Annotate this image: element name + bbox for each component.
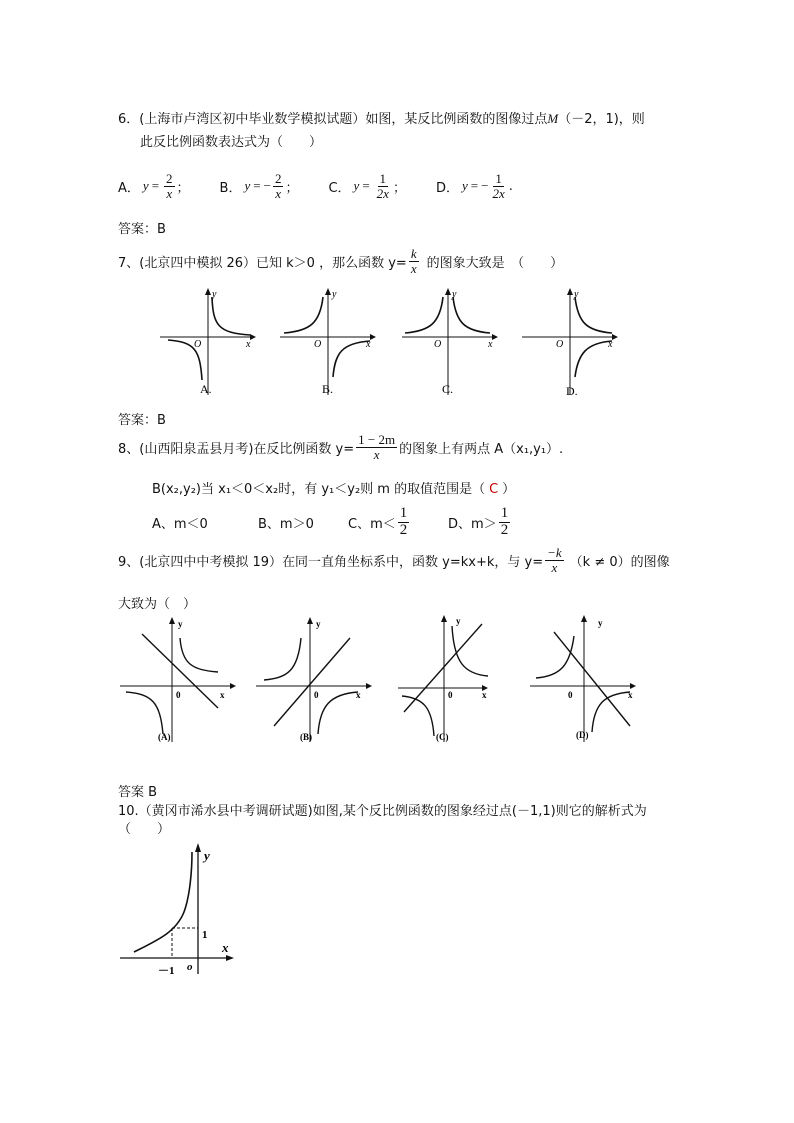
q6-option-y: y [353, 178, 360, 194]
q6-options [118, 172, 513, 200]
q6-option-den: x [166, 185, 173, 201]
q9-d-x-label: x [628, 690, 633, 700]
q9-d-curve-q4 [592, 692, 630, 732]
q7-b-x-label: x [366, 339, 371, 350]
q7-a-curve-q1 [212, 297, 250, 335]
q7-c-curve-q1 [453, 297, 490, 333]
q9-graphs [118, 612, 648, 752]
q7-b-label: B. [322, 382, 334, 396]
q6-option-num: 2 [274, 171, 282, 186]
q7-c-origin: O [434, 339, 442, 350]
q7-d-y-label: y [574, 289, 579, 300]
q6-stem-line1 [118, 108, 645, 127]
q10-graph [118, 840, 248, 980]
q8-stem-prefix: 8、(山西阳泉盂县月考)在反比例函数 y= [118, 441, 355, 457]
q9-a-x-label: x [220, 690, 225, 700]
q9-stem-line1 [118, 546, 670, 574]
q6-option-den: 2x [492, 185, 505, 201]
q8-stem-line2 [152, 478, 515, 497]
q9-a-curve-q3 [126, 692, 163, 734]
q10-y-arrow [195, 843, 201, 852]
q8-option-text: B、m＞0 [258, 516, 314, 532]
q9-a-x-arrow [230, 683, 236, 689]
q6-option-y: y [461, 178, 468, 194]
q7-b-y-arrow [325, 288, 331, 295]
q7-a-y-arrow [205, 288, 211, 295]
q9-d-line [554, 632, 630, 726]
q9-d-curve-q2 [536, 636, 574, 678]
q10-x-arrow [226, 955, 234, 961]
q9-b-curve-q2 [264, 638, 301, 680]
q8-stem-suffix: 的图象上有两点 A（x₁,y₁）. [399, 441, 564, 457]
q6-point-label: M [547, 111, 559, 126]
q9-d-y-label: y [598, 618, 603, 628]
q6-option-den: 2x [376, 185, 389, 201]
q6-option-2 [328, 172, 406, 200]
q9-b-line [274, 638, 350, 726]
q6-answer: 答案：B [118, 222, 166, 237]
q7-graph-a [160, 288, 256, 396]
q9-fraction [545, 546, 564, 574]
q9-stem-suffix: （k ≠ 0）的图像 [569, 554, 670, 570]
q7-d-curve-q4 [575, 341, 612, 377]
q6-option-1 [220, 172, 299, 200]
q6-option-end: ； [392, 180, 406, 196]
q6-option-sign: − [263, 178, 271, 194]
q6-option-eq: = [253, 178, 261, 194]
q9-a-label: (A) [158, 732, 171, 742]
q6-option-end: ； [176, 180, 190, 196]
q8-option-fraction [398, 506, 410, 539]
q7-stem-prefix: 7、(北京四中模拟 26）已知 k＞0 ，那么函数 y= [118, 255, 407, 271]
q7-c-x-label: x [488, 339, 493, 350]
q6-option-fraction [273, 172, 284, 200]
q6-option-end: ； [285, 180, 299, 196]
q7-b-y-label: y [332, 289, 337, 300]
q9-a-y-arrow [169, 617, 175, 624]
q8-option-2 [348, 502, 411, 542]
q7-c-y-label: y [452, 289, 457, 300]
q8-option-num: 1 [500, 504, 509, 521]
q6-option-end: . [508, 178, 513, 194]
q6-option-num: 2 [166, 171, 173, 186]
q9-frac-num: −k [547, 545, 562, 560]
q6-option-den: x [275, 185, 282, 201]
q10-tick-y: 1 [202, 929, 208, 941]
q9-graph-c [398, 615, 488, 742]
q10-stem-line2: （ ） [118, 822, 171, 837]
q9-graph-b [256, 617, 372, 742]
q9-stem-prefix: 9、(北京四中中考模拟 19）在同一直角坐标系中，函数 y=kx+k，与 y= [118, 554, 544, 570]
q6-option-3 [436, 172, 513, 200]
q7-d-y-arrow [567, 288, 573, 295]
q9-a-origin: 0 [176, 690, 181, 700]
q6-stem-line2: 此反比例函数表达式为（ ） [140, 135, 323, 150]
q9-d-y-arrow [581, 615, 587, 622]
q9-c-label: (C) [436, 732, 449, 742]
q9-d-origin: 0 [568, 690, 573, 700]
q7-fraction [409, 247, 419, 275]
q9-c-curve-q3 [402, 696, 434, 736]
q7-frac-num: k [410, 246, 417, 261]
q8-option-den: 2 [500, 521, 509, 538]
q8-filled-answer: C [489, 482, 499, 497]
q8-frac-den: x [373, 446, 380, 462]
q6-option-eq: = [151, 178, 160, 194]
q8-frac-num: 1 − 2m [358, 432, 396, 447]
q9-answer: 答案 B [118, 785, 158, 800]
q7-a-x-label: x [246, 339, 251, 350]
q9-b-y-arrow [307, 617, 313, 624]
q7-graph-b [280, 288, 376, 396]
q6-option-sign: − [481, 178, 489, 194]
q7-stem [118, 247, 563, 275]
q8-stem-line1 [118, 433, 563, 461]
q7-frac-den: x [410, 260, 417, 276]
q6-point-coords: （－2，1)，则 [558, 112, 645, 127]
q6-option-label: C． [328, 180, 351, 196]
q7-answer: 答案：B [118, 413, 166, 428]
q7-c-x-arrow [492, 334, 498, 340]
q6-option-y: y [244, 178, 251, 194]
q8-option-num: 1 [399, 504, 408, 521]
q9-c-origin: 0 [448, 690, 453, 700]
q9-graph-a [120, 617, 236, 742]
q9-b-origin: 0 [314, 690, 319, 700]
q6-option-label: D． [435, 180, 459, 196]
q7-c-y-arrow [445, 288, 451, 295]
q7-d-x-label: x [608, 339, 613, 350]
q7-a-origin: O [194, 339, 202, 350]
q7-graph-d [522, 288, 618, 398]
q9-b-curve-q4 [318, 692, 358, 734]
q9-b-x-arrow [366, 683, 372, 689]
q7-c-label: C. [442, 382, 454, 396]
q6-option-0 [118, 172, 190, 200]
q9-a-curve-q1 [180, 638, 218, 672]
q6-option-num: 1 [379, 171, 387, 186]
q7-b-curve-q4 [333, 341, 370, 377]
q10-origin: o [187, 961, 193, 973]
q7-b-x-arrow [370, 334, 376, 340]
q6-option-num: 1 [495, 171, 502, 186]
q6-option-y: y [142, 178, 149, 194]
q9-a-y-label: y [178, 619, 183, 629]
q7-a-x-arrow [250, 334, 256, 340]
q7-b-curve-q2 [284, 297, 323, 333]
q9-d-label: (D) [576, 730, 589, 740]
q8-option-0 [152, 502, 208, 542]
q6-option-eq: = [470, 178, 479, 194]
q9-c-y-arrow [441, 615, 447, 622]
q6-option-fraction [490, 172, 506, 200]
q8-line2-close: ） [502, 482, 516, 497]
q10-tick-x: －1 [158, 965, 175, 977]
q9-b-y-label: y [316, 619, 321, 629]
q7-stem-suffix: 的图象大致是 （ ） [426, 255, 564, 271]
q6-option-eq: = [362, 178, 370, 194]
q8-option-text: D、m＞ [448, 516, 497, 532]
q10-x-label: x [222, 940, 229, 955]
q7-graph-c [402, 288, 498, 396]
q7-d-label: D. [566, 384, 578, 398]
q7-a-label: A. [200, 382, 212, 396]
q7-graphs [150, 285, 630, 405]
q9-graph-d [530, 615, 636, 742]
q9-frac-den: x [551, 559, 558, 575]
q8-option-text: A、m＜0 [152, 516, 208, 532]
q7-d-x-arrow [612, 334, 618, 340]
q9-b-label: (B) [300, 732, 312, 742]
q8-option-3 [448, 502, 512, 542]
q7-b-origin: O [314, 339, 322, 350]
q9-stem-line2: 大致为（ ） [118, 597, 197, 612]
q9-b-x-label: x [356, 690, 361, 700]
q7-a-y-label: y [212, 289, 217, 300]
q9-c-y-label: y [456, 616, 461, 626]
q9-c-x-label: x [482, 690, 487, 700]
q10-y-label: y [204, 848, 210, 863]
q8-options [152, 502, 532, 542]
q8-fraction [356, 433, 397, 461]
q6-stem-text: 6．(上海市卢湾区初中毕业数学模拟试题）如图，某反比例函数的图像过点 [118, 112, 548, 127]
q6-option-label: B． [219, 180, 242, 196]
q9-d-x-arrow [630, 683, 636, 689]
q10-curve [134, 852, 192, 952]
q7-d-curve-q1 [575, 297, 612, 333]
q6-option-fraction [164, 172, 175, 200]
q8-option-text: C、m＜ [348, 516, 396, 532]
q8-line2-text: B(x₂,y₂)当 x₁＜0＜x₂时，有 y₁＜y₂则 m 的取值范围是（ [152, 482, 486, 497]
q10-stem-line1: 10.（黄冈市浠水县中考调研试题)如图,某个反比例函数的图象经过点(－1,1)则它的解析式为 [118, 804, 647, 819]
q7-d-origin: O [556, 339, 564, 350]
q7-c-curve-q2 [405, 297, 443, 333]
q6-option-fraction [375, 172, 391, 200]
q8-option-fraction [499, 506, 511, 539]
q6-option-label: A． [118, 180, 140, 196]
q8-option-den: 2 [399, 521, 408, 538]
q8-option-1 [258, 502, 314, 542]
